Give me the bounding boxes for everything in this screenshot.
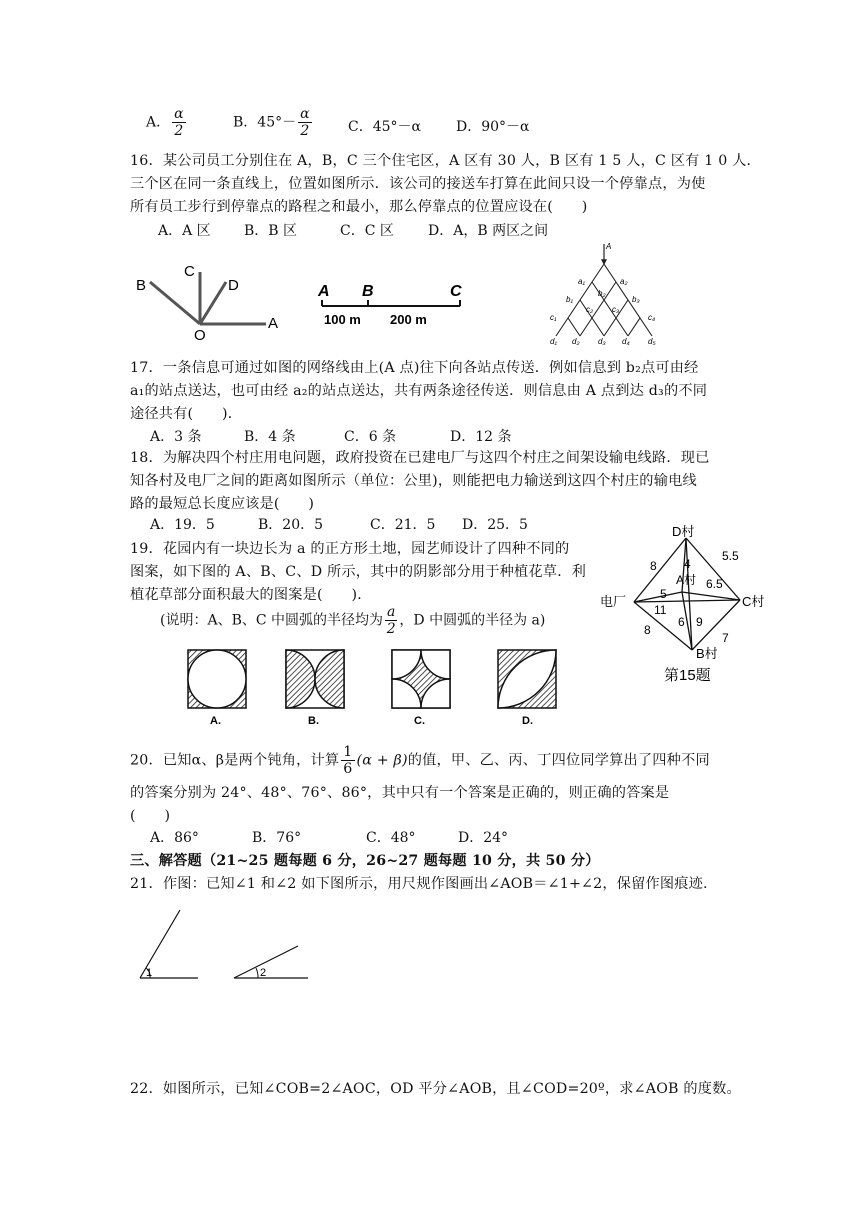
q20-text-line3: ( ) [130, 808, 171, 824]
svg-text:C村: C村 [742, 594, 765, 609]
q15-option-a[interactable]: A． $\frac{\alpha}{2}$ [146, 106, 184, 139]
q20-option-c[interactable]: C．48° [366, 830, 416, 846]
label-d: D [228, 277, 239, 294]
angle-figure [128, 262, 288, 344]
q17-text-line2: a₁的站点送达，也可由经 a₂的站点送达，共有两条途径传送．则信息由 A 点到达 d₃的不同 [130, 383, 708, 399]
svg-text:A.: A. [210, 715, 221, 727]
q16-text-line3: 所有员工步行到停靠点的路程之和最小，那么停靠点的位置应设在( ) [130, 199, 588, 215]
svg-text:d₅: d₅ [648, 337, 656, 346]
q16-text-line2: 三个区在同一条直线上，位置如图所示．该公司的接送车打算在此间只设一个停靠点，为使 [130, 176, 706, 192]
figure-caption: 第15题 [664, 667, 711, 684]
figure-a[interactable] [188, 650, 246, 727]
distance-ab: 100 m [324, 312, 361, 327]
q16-option-c[interactable]: C．C 区 [340, 223, 394, 239]
svg-text:C.: C. [414, 715, 425, 727]
q18-option-a[interactable]: A．19．5 [150, 517, 215, 533]
svg-text:4: 4 [684, 557, 691, 571]
svg-text:9: 9 [696, 615, 703, 629]
svg-text:b₂: b₂ [598, 289, 606, 298]
network-figure [536, 240, 676, 346]
svg-text:d₄: d₄ [622, 337, 630, 346]
svg-text:c₃: c₃ [612, 305, 620, 314]
angle-2 [234, 946, 308, 979]
figure-d[interactable] [498, 650, 556, 727]
q22-text-line1: 22．如图所示，已知∠COB=2∠AOC，OD 平分∠AOB，且∠COD=20º，求∠AOB 的度数。 [130, 1081, 741, 1097]
svg-text:D村: D村 [672, 524, 695, 539]
svg-text:a₁: a₁ [578, 277, 585, 286]
q15-option-b[interactable]: B．45°－ $\frac{\alpha}{2}$ [233, 106, 310, 139]
q20-option-a[interactable]: A．86° [150, 830, 199, 846]
svg-text:A: A [606, 242, 612, 251]
svg-text:2: 2 [260, 967, 267, 979]
q19-text-line3: 植花草部分面积最大的图案是( )． [130, 587, 372, 603]
svg-text:11: 11 [654, 603, 667, 617]
q16-option-b[interactable]: B．B 区 [244, 223, 298, 239]
svg-text:8: 8 [644, 623, 651, 637]
svg-text:d₁: d₁ [550, 337, 557, 346]
q16-option-a[interactable]: A．A 区 [158, 223, 211, 239]
q17-text-line3: 途径共有( )． [130, 406, 243, 422]
figure-b[interactable] [286, 650, 344, 727]
q19-text-line2: 图案，如下图的 A、B、C、D 所示，其中的阴影部分用于种植花草．利 [130, 564, 586, 580]
svg-text:d₃: d₃ [598, 337, 606, 346]
q19-figures [180, 644, 560, 730]
section-heading: 三、解答题（21~25 题每题 6 分，26~27 题每题 10 分，共 50 分） [130, 853, 600, 869]
q21-text-line1: 21．作图：已知∠1 和∠2 如下图所示，用尺规作图画出∠AOB＝∠1+∠2，保留作图痕迹. [130, 876, 708, 892]
power-network-figure [596, 518, 796, 688]
ray-ob [150, 282, 200, 324]
svg-text:5: 5 [660, 587, 667, 601]
q20-option-d[interactable]: D．24° [458, 830, 509, 846]
q18-option-d[interactable]: D．25．5 [462, 517, 528, 533]
q20-text-line1: 20．已知α、β是两个钝角，计算 $\frac{1}{6}$ (α + β)的值，甲、乙、丙、丁四位同学算出了四种不同 [130, 744, 710, 777]
q17-option-b[interactable]: B．4 条 [244, 429, 296, 445]
q18-text-line1: 18．为解决四个村庄用电问题，政府投资在已建电厂与这四个村庄之间架设输电线路．现已 [130, 450, 710, 466]
q20-text-line2: 的答案分别为 24°、48°、76°、86°，其中只有一个答案是正确的，则正确的答案是 [130, 785, 670, 801]
distance-figure [314, 278, 474, 330]
label-b: B [136, 277, 147, 294]
label-c: C [450, 283, 462, 300]
svg-text:1: 1 [146, 967, 153, 979]
q21-angles-figure [132, 904, 312, 984]
label-c: C [184, 263, 195, 280]
distance-bc: 200 m [390, 312, 427, 327]
svg-text:b₁: b₁ [566, 295, 573, 304]
figure-c[interactable] [392, 650, 450, 727]
svg-text:6.5: 6.5 [706, 577, 723, 591]
q20-option-b[interactable]: B．76° [252, 830, 302, 846]
q18-text-line3: 路的最短总长度应该是( ) [130, 496, 315, 512]
q18-text-line2: 知各村及电厂之间的距离如图所示（单位：公里)，则能把电力输送到这四个村庄的输电线 [130, 473, 697, 489]
q19-note: (说明：A、B、C 中圆弧的半径均为 $\frac{a}{2}$ ，D 中圆弧的半径为 a) [160, 604, 546, 637]
svg-text:电厂: 电厂 [600, 594, 627, 609]
svg-text:8: 8 [650, 559, 657, 573]
svg-text:a₂: a₂ [620, 277, 628, 286]
q17-option-d[interactable]: D．12 条 [450, 429, 512, 445]
svg-text:c₄: c₄ [648, 313, 656, 322]
svg-text:c₂: c₂ [586, 305, 594, 314]
ray-od [200, 282, 226, 324]
svg-text:5.5: 5.5 [722, 549, 739, 563]
svg-text:7: 7 [722, 631, 729, 645]
label-a: A [268, 315, 279, 332]
q17-text-line1: 17．一条信息可通过如图的网络线由上(A 点)往下向各站点传送．例如信息到 b₂点可由经 [130, 360, 699, 376]
svg-text:A村: A村 [676, 573, 697, 587]
svg-text:D.: D. [522, 715, 533, 727]
q16-option-d[interactable]: D．A，B 两区之间 [428, 223, 549, 239]
svg-text:d₂: d₂ [572, 337, 580, 346]
svg-text:6: 6 [678, 615, 685, 629]
svg-text:c₁: c₁ [550, 313, 557, 322]
svg-text:B.: B. [308, 715, 319, 727]
q15-option-d[interactable]: D．90°－α [456, 119, 530, 135]
q19-text-line1: 19．花园内有一块边长为 a 的正方形土地，园艺师设计了四种不同的 [130, 541, 570, 557]
angle-1 [140, 910, 198, 979]
q15-option-c[interactable]: C．45°－α [348, 119, 421, 135]
q18-option-c[interactable]: C．21．5 [370, 517, 436, 533]
q17-option-a[interactable]: A．3 条 [150, 429, 202, 445]
svg-text:B村: B村 [696, 646, 718, 661]
label-b: B [362, 283, 374, 300]
q18-option-b[interactable]: B．20．5 [258, 517, 324, 533]
label-a: A [318, 283, 330, 300]
label-o: O [194, 327, 206, 344]
svg-text:b₃: b₃ [632, 295, 640, 304]
q17-option-c[interactable]: C．6 条 [344, 429, 397, 445]
q16-text-line1: 16．某公司员工分别住在 A，B，C 三个住宅区，A 区有 30 人，B 区有 1 5 人，C 区有 1 0 人． [130, 153, 761, 169]
